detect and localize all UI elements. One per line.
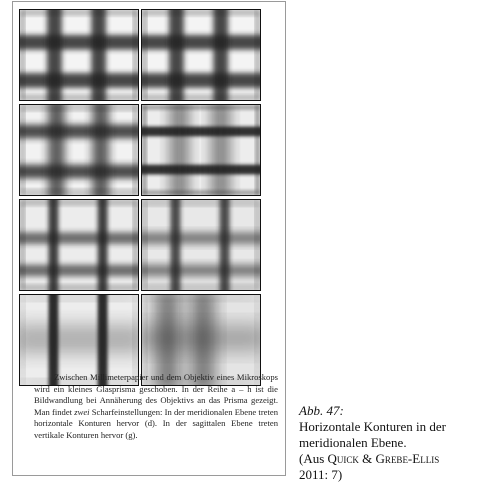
panel-vignette <box>20 190 138 195</box>
caption-part-2: Scharfeinstellungen: In der meridionalen Ebene treten horizontale Konturen hervor (d). In der sagittalen Ebene treten vertikale Konturen hervor (g). <box>34 406 278 440</box>
horizontal-contour <box>20 165 138 179</box>
panel-vignette <box>142 285 260 290</box>
side-caption-line-4: 2011: 7) <box>299 467 343 482</box>
panel-background <box>142 200 260 290</box>
panel-vignette <box>142 190 260 195</box>
panel-image <box>142 200 260 290</box>
panel-b <box>141 9 261 101</box>
side-caption <box>299 403 478 483</box>
panel-vignette <box>142 105 260 110</box>
side-caption-source <box>299 451 478 467</box>
vertical-contour <box>49 200 59 290</box>
vertical-contour <box>48 105 65 195</box>
panel-vignette <box>142 10 260 15</box>
figure-label: Abb. 47: <box>299 403 344 418</box>
horizontal-contour <box>20 232 138 244</box>
caption-part-1: Zwischen Millimeterpapier und dem Objektiv eines Mikroskops wird ein kleines Glasprisma geschoben. In der Reihe a – h ist die Bildwandlung bei Annäherung des Objektivs an das Prisma gezeigt. Man findet <box>34 372 278 417</box>
vertical-contour <box>220 200 230 290</box>
panel-vignette <box>142 105 147 195</box>
vertical-contour <box>211 105 231 195</box>
horizontal-contour <box>142 35 260 50</box>
horizontal-contour <box>142 265 260 277</box>
vertical-contour <box>91 10 106 100</box>
horizontal-contour <box>142 127 260 137</box>
panel-vignette <box>20 295 138 300</box>
panel-image <box>20 10 138 100</box>
panel-vignette <box>20 285 138 290</box>
vertical-contour <box>92 105 109 195</box>
panel-vignette <box>255 200 260 290</box>
vertical-contour <box>169 10 184 100</box>
figure-caption <box>34 372 278 442</box>
panel-image <box>20 200 138 290</box>
side-caption-line-2: meridionalen Ebene. <box>299 435 407 450</box>
horizontal-contour <box>20 125 138 139</box>
panel-background <box>20 105 138 195</box>
panel-e <box>19 199 139 291</box>
caption-emphasis: zwei <box>74 406 90 417</box>
panel-vignette <box>20 105 25 195</box>
panel-vignette <box>133 105 138 195</box>
panel-a <box>19 9 139 101</box>
vertical-contour <box>213 10 228 100</box>
panel-vignette <box>20 200 25 290</box>
panel-vignette <box>20 95 138 100</box>
panel-vignette <box>20 105 138 110</box>
horizontal-contour <box>142 232 260 244</box>
horizontal-contour <box>20 73 138 88</box>
panel-vignette <box>20 200 138 205</box>
panel-background <box>20 200 138 290</box>
panel-image <box>142 10 260 100</box>
horizontal-contour <box>20 324 138 353</box>
side-caption-line-1: Horizontale Konturen in der <box>299 419 446 434</box>
vertical-contour <box>170 105 190 195</box>
source-author-1: Quick <box>327 451 359 466</box>
panel-vignette <box>255 105 260 195</box>
horizontal-contour <box>20 265 138 277</box>
panel-vignette <box>142 200 260 205</box>
source-prefix: (Aus <box>299 451 328 466</box>
vertical-contour <box>98 200 108 290</box>
horizontal-contour <box>20 35 138 50</box>
panel-c <box>19 104 139 196</box>
horizontal-contour <box>142 73 260 88</box>
panel-vignette <box>142 95 260 100</box>
panel-f <box>141 199 261 291</box>
vertical-contour <box>171 200 181 290</box>
source-author-2: Grebe-Ellis <box>375 451 440 466</box>
panel-background <box>142 105 260 195</box>
panel-vignette <box>133 200 138 290</box>
panel-vignette <box>142 200 147 290</box>
vertical-contour <box>47 10 62 100</box>
panel-image <box>142 105 260 195</box>
panel-image <box>20 105 138 195</box>
horizontal-contour <box>142 165 260 175</box>
source-amp: & <box>358 451 376 466</box>
panel-vignette <box>20 10 138 15</box>
panel-d <box>141 104 261 196</box>
